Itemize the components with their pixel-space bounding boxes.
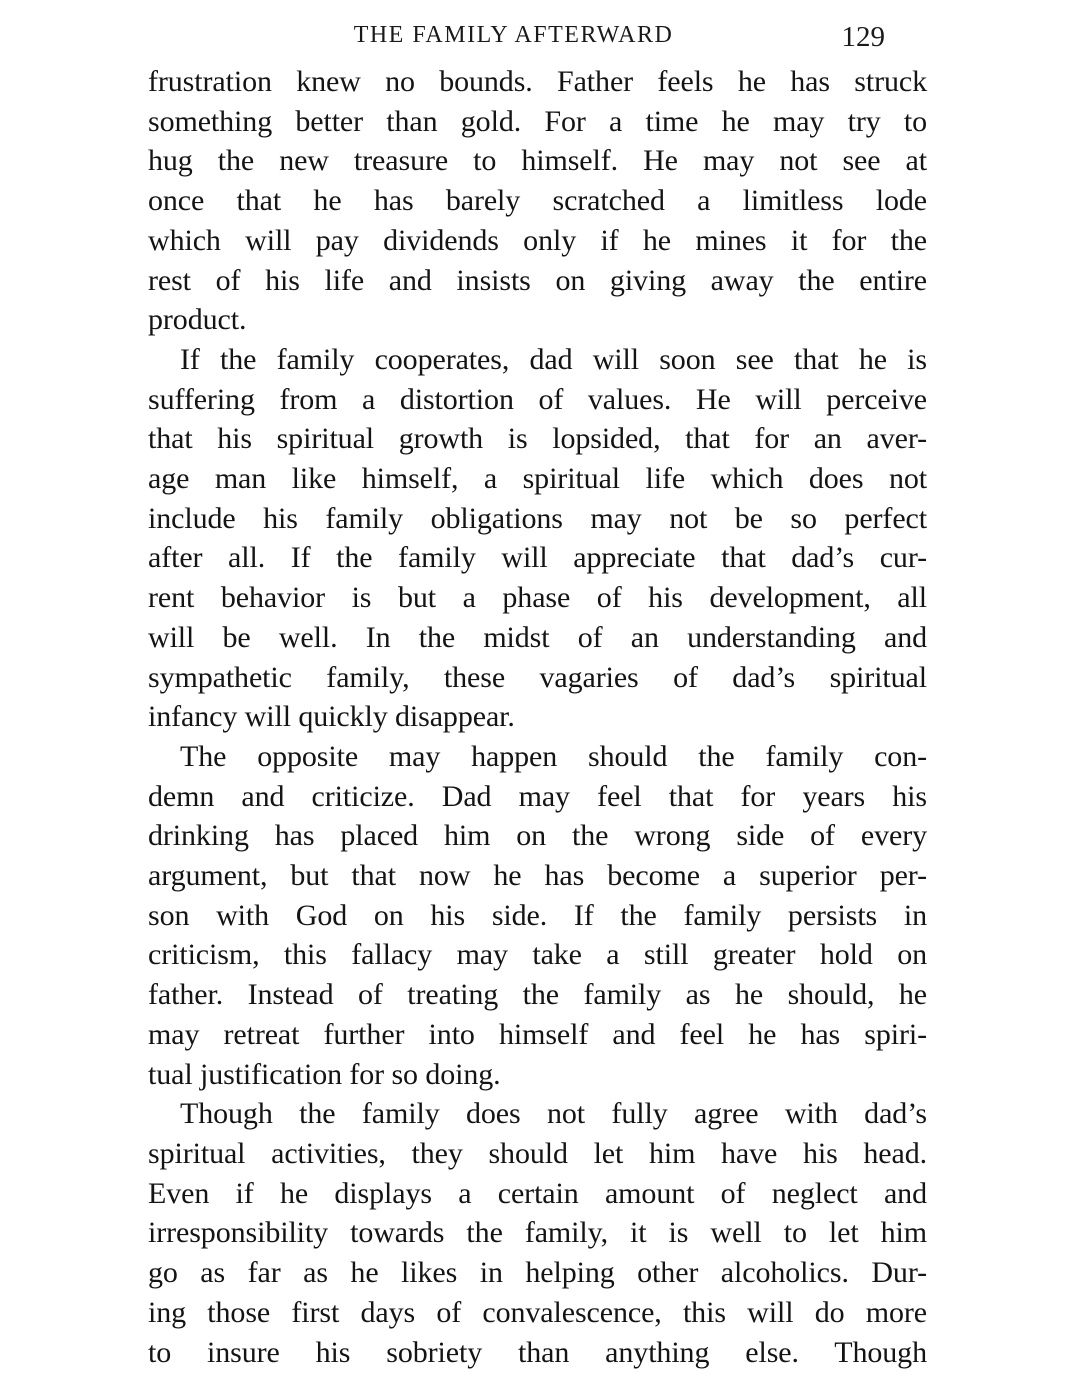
body-line: may retreat further into himself and feel he has spiri- <box>148 1017 927 1051</box>
body-line: product. <box>148 303 247 337</box>
body-line: rent behavior is but a phase of his development, all <box>148 581 927 615</box>
body-line: irresponsibility towards the family, it is well to let him <box>148 1216 927 1250</box>
body-line: something better than gold. For a time he may try to <box>148 104 927 138</box>
running-head <box>148 22 927 56</box>
body-line: that his spiritual growth is lopsided, that for an aver- <box>148 422 927 456</box>
body-line: suffering from a distortion of values. He will perceive <box>148 382 927 416</box>
body-line: Even if he displays a certain amount of neglect and <box>148 1176 927 1210</box>
body-line: include his family obligations may not be so perfect <box>148 501 927 535</box>
body-line: frustration knew no bounds. Father feels he has struck <box>148 65 927 98</box>
body-line: argument, but that now he has become a superior per- <box>148 859 927 893</box>
body-line: The opposite may happen should the family con- <box>180 739 927 773</box>
page-number: 129 <box>841 21 885 53</box>
body-line: to insure his sobriety than anything else. Though <box>148 1335 927 1369</box>
page-body <box>148 62 927 1372</box>
chapter-title: THE FAMILY AFTERWARD <box>353 22 674 48</box>
body-line: ing those first days of convalescence, this will do more <box>148 1295 927 1329</box>
body-line: If the family cooperates, dad will soon see that he is <box>180 342 927 376</box>
body-line: sympathetic family, these vagaries of dad’s spiritual <box>148 660 927 694</box>
body-line: rest of his life and insists on giving away the entire <box>148 263 927 297</box>
body-line: son with God on his side. If the family persists in <box>148 898 927 932</box>
body-line: infancy will quickly disappear. <box>148 700 515 734</box>
body-line: Though the family does not fully agree with dad’s <box>180 1097 927 1131</box>
body-line: which will pay dividends only if he mines it for the <box>148 223 927 257</box>
body-line: tual justification for so doing. <box>148 1057 501 1091</box>
body-line: father. Instead of treating the family as he should, he <box>148 978 927 1012</box>
body-line: age man like himself, a spiritual life which does not <box>148 462 927 496</box>
body-line: spiritual activities, they should let him have his head. <box>148 1136 927 1170</box>
body-line: go as far as he likes in helping other alcoholics. Dur- <box>148 1256 927 1290</box>
body-line: once that he has barely scratched a limitless lode <box>148 184 927 218</box>
body-line: hug the new treasure to himself. He may not see at <box>148 144 927 178</box>
body-line: will be well. In the midst of an understanding and <box>148 620 927 654</box>
body-line: after all. If the family will appreciate that dad’s cur- <box>148 541 927 575</box>
body-line: criticism, this fallacy may take a still greater hold on <box>148 938 927 972</box>
body-line: demn and criticize. Dad may feel that for years his <box>148 779 927 813</box>
body-line: drinking has placed him on the wrong side of every <box>148 819 927 853</box>
